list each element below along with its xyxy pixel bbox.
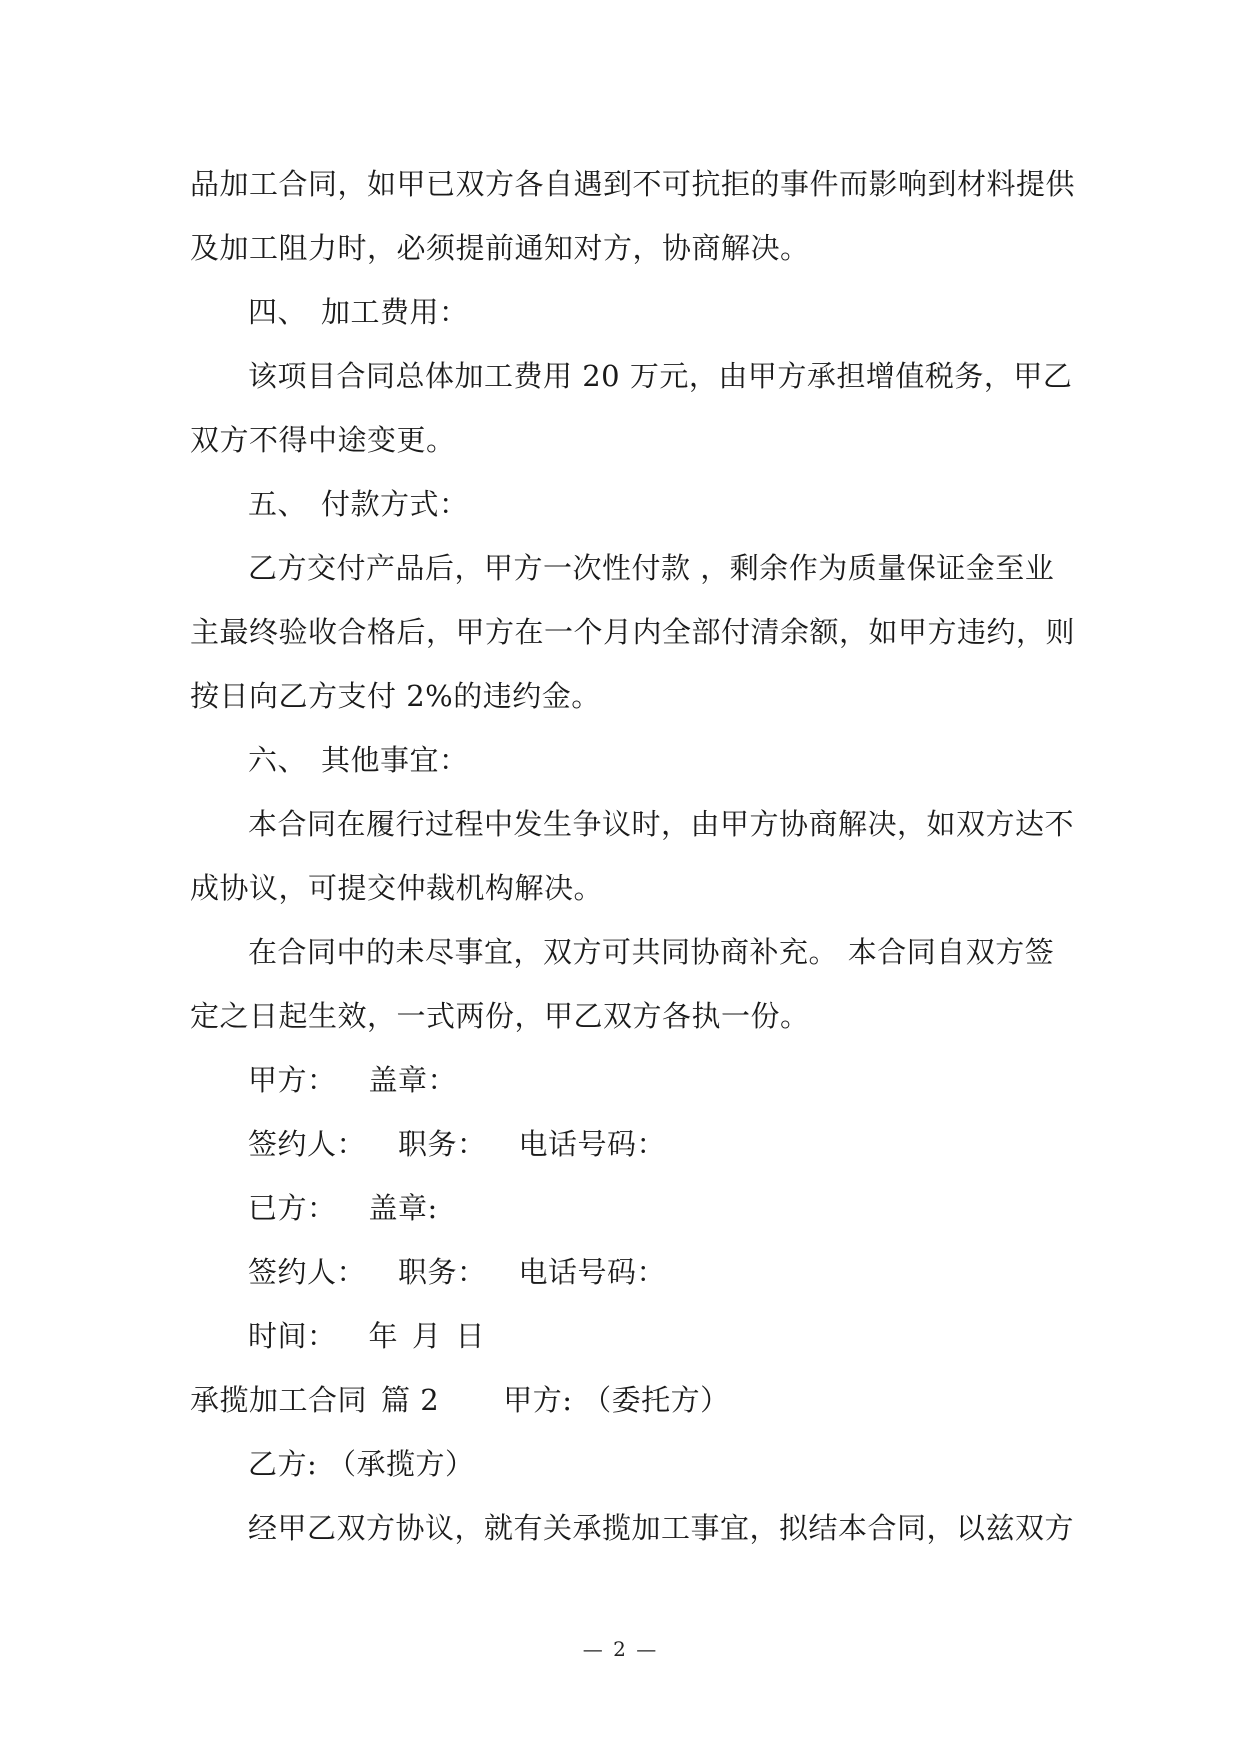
paragraph-line: [0, 799, 1241, 849]
month-label: 月: [412, 1319, 442, 1353]
text-line: 本合同在履行过程中发生争议时，由甲方协商解决，如双方达不: [248, 807, 1075, 841]
paragraph-line: [0, 159, 1241, 209]
text-line: 品加工合同，如甲已双方各自遇到不可抗拒的事件而影响到材料提供: [190, 167, 1076, 201]
party-b-signature-line: [0, 1183, 1241, 1233]
position-label: 职务：: [398, 1127, 487, 1161]
section-title: 其他事宜：: [321, 743, 469, 777]
party-a-client: 甲方: （委托方）: [503, 1383, 730, 1417]
party-a-signature-line: [0, 1055, 1241, 1105]
paragraph-line: [0, 991, 1241, 1041]
section-title: 加工费用：: [321, 295, 469, 329]
contract-chapter: 篇 2: [381, 1383, 440, 1417]
section-number: 四、: [248, 295, 308, 329]
day-label: 日: [455, 1319, 486, 1353]
paragraph-line: [0, 607, 1241, 657]
signer-label: 签约人：: [248, 1255, 367, 1289]
paragraph-line: [0, 351, 1241, 401]
paragraph-line: [0, 543, 1241, 593]
page-number: — 2 —: [582, 1637, 659, 1661]
text-line: 该项目合同总体加工费用 20 万元，由甲方承担增值税务，甲乙: [248, 359, 1073, 393]
party-b-seal-label: 盖章:: [368, 1191, 438, 1225]
section-number: 五、: [248, 487, 308, 521]
text-line: 经甲乙双方协议，就有关承揽加工事宜，拟结本合同，以兹双方: [248, 1511, 1075, 1545]
party-b-label: 已方：: [248, 1191, 337, 1225]
text-line: 定之日起生效，一式两份，甲乙双方各执一份。: [190, 999, 810, 1033]
text-line: 主最终验收合格后，甲方在一个月内全部付清余额，如甲方违约，则: [190, 615, 1076, 649]
party-b-contractor-line: [0, 1439, 1241, 1489]
position-label: 职务：: [398, 1255, 487, 1289]
text-line: 在合同中的未尽事宜，双方可共同协商补充。 本合同自双方签: [248, 935, 1055, 969]
paragraph-line: [0, 927, 1241, 977]
text-line: 乙方交付产品后，甲方一次性付款 ，剩余作为质量保证金至业: [248, 551, 1055, 585]
phone-label: 电话号码：: [518, 1127, 667, 1161]
party-b-contractor: 乙方: （承揽方）: [248, 1447, 475, 1481]
text-line: 按日向乙方支付 2%的违约金。: [190, 679, 601, 713]
contract-title: 承揽加工合同: [190, 1383, 368, 1417]
year-label: 年: [368, 1319, 399, 1353]
party-a-signer-line: [0, 1119, 1241, 1169]
section-heading-5: [0, 479, 1241, 529]
paragraph-line: [0, 223, 1241, 273]
signing-date-line: [0, 1311, 1241, 1361]
text-line: 双方不得中途变更。: [190, 423, 456, 457]
party-a-label: 甲方：: [248, 1063, 337, 1097]
text-line: 及加工阻力时，必须提前通知对方，协商解决。: [190, 231, 810, 265]
paragraph-line: [0, 671, 1241, 721]
party-a-seal-label: 盖章：: [368, 1063, 458, 1097]
phone-label: 电话号码：: [518, 1255, 667, 1289]
signer-label: 签约人：: [248, 1127, 367, 1161]
paragraph-line: [0, 415, 1241, 465]
text-line: 成协议，可提交仲裁机构解决。: [190, 871, 604, 905]
paragraph-line: [0, 1503, 1241, 1553]
next-contract-heading: [0, 1375, 1241, 1425]
section-heading-4: [0, 287, 1241, 337]
section-heading-6: [0, 735, 1241, 785]
time-label: 时间：: [248, 1319, 337, 1353]
paragraph-line: [0, 863, 1241, 913]
section-title: 付款方式：: [321, 487, 469, 521]
section-number: 六、: [248, 743, 308, 777]
party-b-signer-line: [0, 1247, 1241, 1297]
